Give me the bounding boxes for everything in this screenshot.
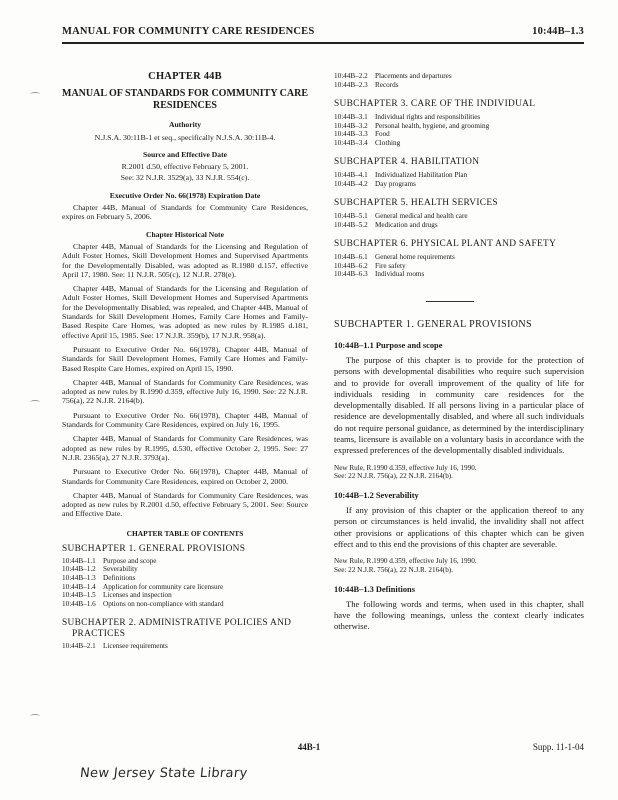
history-paragraph: Pursuant to Executive Order No. 66(1978), Chapter 44B, Manual of Standards for Community Care Residences, expired on July 16, 1995. (62, 410, 308, 430)
toc-continued (334, 72, 584, 279)
section-source-note: New Rule, R.1990 d.359, effective July 16, 1990. See: 22 N.J.R. 756(a), 22 N.J.R. 2164(b). (334, 463, 477, 481)
toc-entry[interactable]: 10:44B–2.2 Placements and departures (334, 72, 452, 80)
history-paragraph: Chapter 44B, Manual of Standards for Community Care Residences, was adopted as new rules by R.1990 d.359, effective July 16, 1990. See: 22 N.J.R. 756(a), 22 N.J.R. 2164(b). (62, 377, 308, 406)
toc-entry[interactable]: 10:44B–5.1 General medical and health care (334, 212, 468, 221)
source-line: R.2001 d.50, effective February 5, 2001. (121, 162, 249, 172)
history-paragraph: Chapter 44B, Manual of Standards for Community Care Residences, was adopted as new rules by R.1995, d.530, effective October 2, 1995. See: 27 N.J.R. 2365(a), 27 N.J.R. 3793(a). (62, 434, 308, 462)
toc-entry[interactable]: 10:44B–1.3 Definitions (62, 573, 136, 582)
margin-mark (30, 92, 40, 96)
toc-entry[interactable]: 10:44B–6.3 Individual rooms (334, 270, 425, 279)
right-column (334, 72, 584, 640)
executive-order-text: Chapter 44B, Manual of Standards for Community Care Residences, expires on February 5, 2006. (62, 203, 308, 222)
toc-entry[interactable]: 10:44B–3.4 Clothing (334, 138, 401, 147)
source-line: See: 32 N.J.R. 3529(a), 33 N.J.R. 554(c). (120, 173, 250, 183)
margin-mark (30, 714, 40, 718)
toc-entry[interactable]: 10:44B–4.1 Individualized Habilitation Plan (334, 171, 468, 180)
section-heading-definitions: 10:44B–1.3 Definitions (334, 584, 415, 594)
toc-entry[interactable]: 10:44B–5.2 Medication and drugs (334, 220, 438, 229)
history-paragraph: Chapter 44B, Manual of Standards for the Licensing and Regulation of Adult Foster Homes, Skill Development Homes and Supervised Apartments for the Developmentally Disabled, was repealed, and Chapter 44B, Manual of Standards for Skill Development Homes, Family Care Homes and Family-Based Respite Care Homes, was adopted as new rules by R.1985 d.181, effective April 15, 1985. See: 17 N.J.R. 359(b), 17 N.J.R. 958(a). (62, 284, 308, 340)
toc-entry[interactable]: 10:44B–6.2 Fire safety (334, 261, 406, 270)
chapter-number: CHAPTER 44B (148, 71, 222, 82)
toc-entry[interactable]: 10:44B–1.1 Purpose and scope (62, 556, 157, 565)
chapter-title: MANUAL OF STANDARDS FOR COMMUNITY CARE RESIDENCES (62, 88, 309, 112)
toc-entry[interactable]: 10:44B–6.1 General home requirements (334, 253, 455, 262)
header-title: MANUAL FOR COMMUNITY CARE RESIDENCES (62, 26, 315, 37)
toc-subchapter-2-line: PRACTICES (72, 629, 126, 640)
authority-heading: Authority (168, 120, 202, 130)
section-heading-purpose: 10:44B–1.1 Purpose and scope (334, 340, 443, 350)
toc-subchapter-2-line: SUBCHAPTER 2. ADMINISTRATIVE POLICIES AND (62, 618, 292, 629)
history-paragraph: Chapter 44B, Manual of Standards for Community Care Residences, was adopted as new rules by R.2001 d.50, effective February 5, 2001. See: Source and Effective Date. (62, 490, 308, 519)
toc-subchapter-4: SUBCHAPTER 4. HABILITATION (334, 157, 480, 168)
authority-text: N.J.S.A. 30:11B-1 et seq., specifically N.J.S.A. 30:11B-4. (94, 132, 276, 142)
toc-entry[interactable]: 10:44B–3.1 Individual rights and responsibilities (334, 112, 481, 121)
toc-heading: CHAPTER TABLE OF CONTENTS (126, 528, 244, 538)
page-number: 44B-1 (297, 742, 321, 752)
history-paragraph: Chapter 44B, Manual of Standards for the Licensing and Regulation of Adult Foster Homes, Skill Development Homes and Supervised Apartments for the Developmentally Disabled, was adopted as R.1980 d.157, effective April 17, 1980. See: 11 N.J.R. 505(c), 12 N.J.R. 278(e). (62, 241, 308, 279)
toc-entry[interactable]: 10:44B–3.2 Personal health, hygiene, and grooming (334, 121, 490, 130)
section-text-purpose: The purpose of this chapter is to provide for the protection of persons with developmental disabilities who require such supervision and to provide for overall improvement of the quality of life for individuals residing in community care residences for the developmentally disabled. If all persons living in a particular place of residence are developmentally disabled, and where all such individuals do not require personal guidance, as determined by the interdisciplinary teams, licensure is available on a voluntary basis in accordance with the expressed preferences of the developmentally disabled individuals. (334, 355, 584, 456)
executive-order-heading: Executive Order No. 66(1978) Expiration Date (109, 190, 261, 200)
toc-entry[interactable]: 10:44B–1.6 Options on non-compliance with standard (62, 599, 224, 608)
header-section-number: 10:44B–1.3 (532, 26, 584, 37)
margin-mark (30, 400, 40, 404)
toc-entry[interactable]: 10:44B–2.3 Records (334, 80, 399, 89)
history-paragraph: Pursuant to Executive Order No. 66(1978), Chapter 44B, Manual of Standards for Community Care Residences, expired on October 2, 2000. (62, 467, 308, 486)
toc-subchapter-6: SUBCHAPTER 6. PHYSICAL PLANT AND SAFETY (334, 239, 557, 250)
toc-entry[interactable]: 10:44B–4.2 Day programs (334, 179, 416, 188)
supplement-date: Supp. 11-1-04 (532, 742, 584, 752)
section-source-note: New Rule, R.1990 d.359, effective July 16, 1990. See: 22 N.J.R. 756(a), 22 N.J.R. 2164(b). (334, 557, 477, 574)
section-heading-severability: 10:44B–1.2 Severability (334, 490, 419, 500)
subchapter-title: SUBCHAPTER 1. GENERAL PROVISIONS (334, 318, 533, 330)
toc-entry[interactable]: 10:44B–1.2 Severability (62, 565, 138, 574)
section-divider (426, 301, 474, 302)
section-text-definitions: The following words and terms, when used in this chapter, shall have the following meanings, unless the context clearly indicates otherwise. (334, 598, 584, 632)
toc-subchapter-5: SUBCHAPTER 5. HEALTH SERVICES (334, 198, 498, 209)
running-header (62, 26, 584, 40)
toc-subchapter-2 (62, 618, 308, 640)
left-column (62, 72, 308, 651)
history-paragraph: Pursuant to Executive Order No. 66(1978), Chapter 44B, Manual of Standards for Skill Development Homes, Family Care Homes and Family-Based Respite Care Homes, expired on April 15, 1990. (62, 344, 308, 373)
toc-entry[interactable]: 10:44B–3.3 Food (334, 130, 390, 139)
header-rule (62, 42, 584, 44)
library-stamp: New Jersey State Library (79, 766, 249, 781)
toc-subchapter-3: SUBCHAPTER 3. CARE OF THE INDIVIDUAL (334, 99, 536, 110)
section-text-severability: If any provision of this chapter or the application thereof to any person or circumstances is held invalid, the invalidity shall not affect other provisions or applications of this chapter which can be given effect and to this end the provisions of this chapter are severable. (334, 505, 584, 550)
toc-entry[interactable]: 10:44B–2.1 Licensee requirements (62, 641, 168, 650)
toc-entry[interactable]: 10:44B–1.4 Application for community care licensure (62, 582, 224, 591)
source-heading: Source and Effective Date (142, 149, 227, 159)
toc-subchapter-1: SUBCHAPTER 1. GENERAL PROVISIONS (62, 543, 246, 554)
historical-note-heading: Chapter Historical Note (146, 229, 224, 239)
toc-entry[interactable]: 10:44B–1.5 Licenses and inspection (62, 591, 172, 600)
